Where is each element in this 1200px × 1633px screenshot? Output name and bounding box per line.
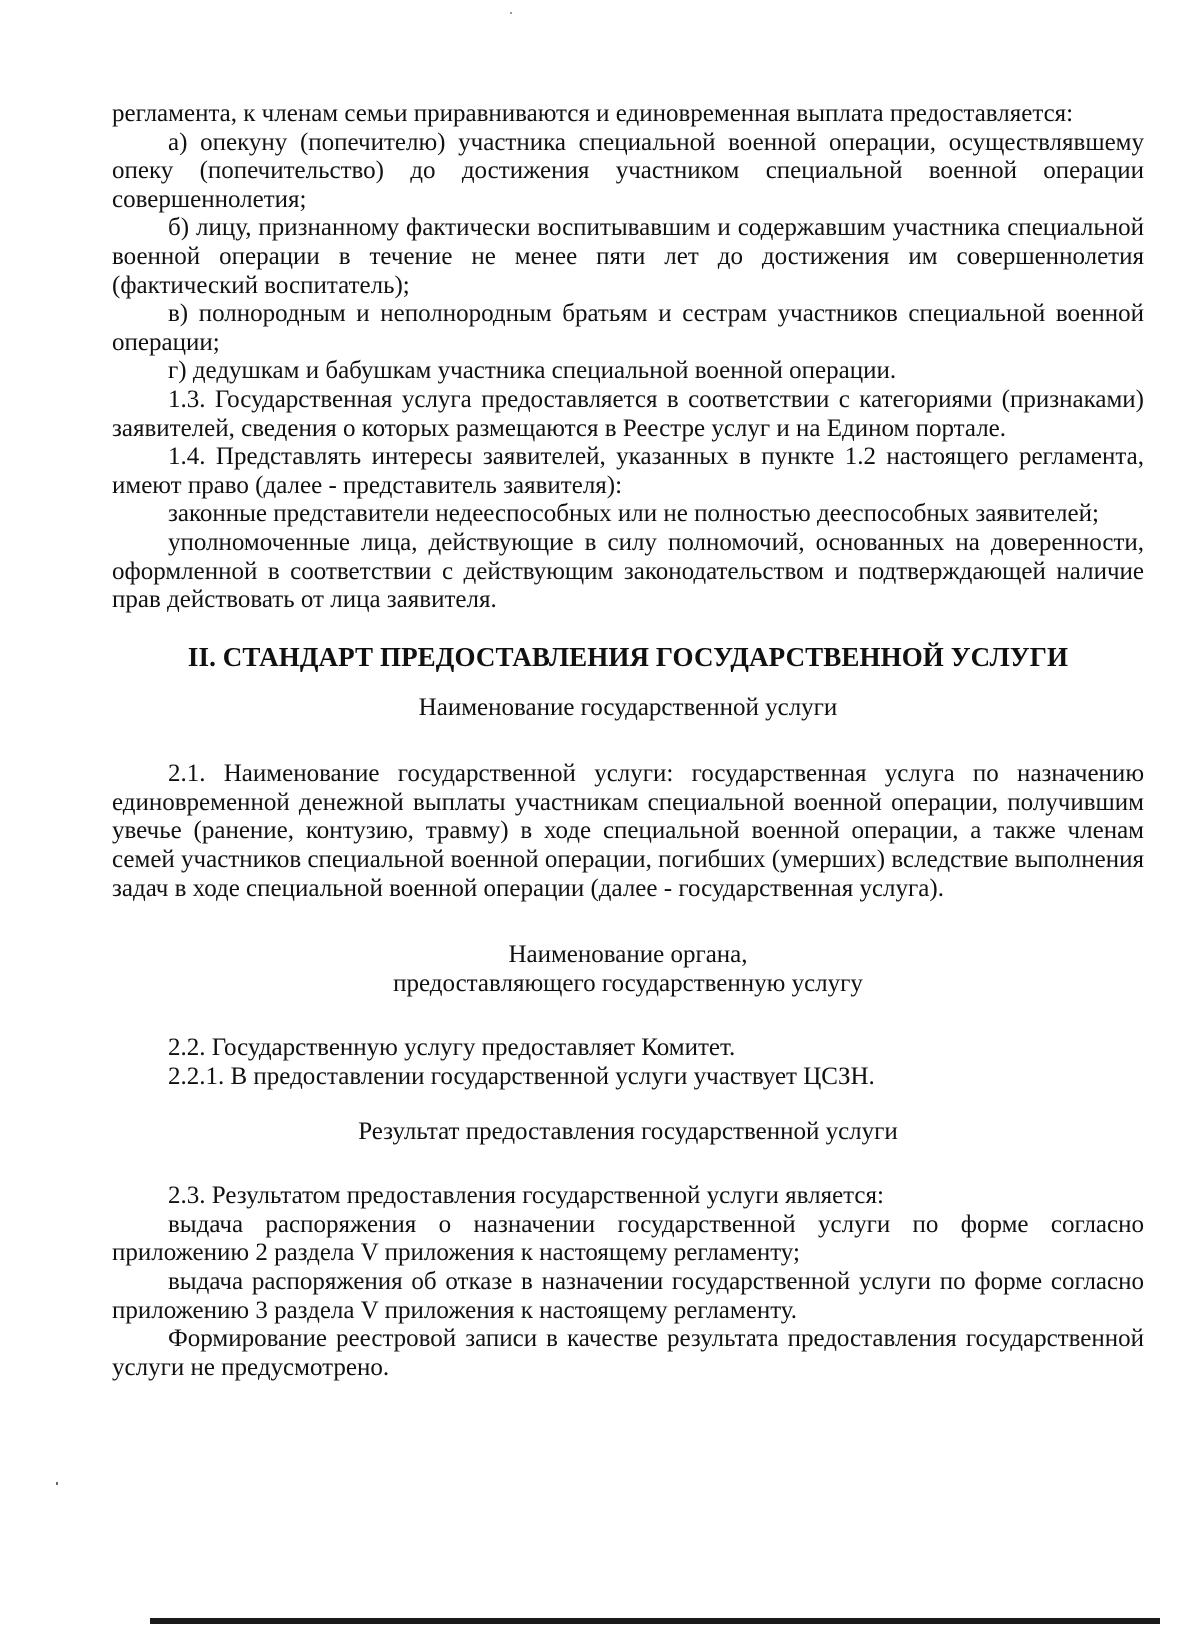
paragraph-1-3: 1.3. Государственная услуга предоставляется в соответствии с категориями (признаками) заявителей, сведения о которых размещаются в Реестре услуг и на Едином портале. bbox=[112, 385, 1144, 442]
paragraph-item-g: г) дедушкам и бабушкам участника специальной военной операции. bbox=[168, 357, 897, 385]
paragraph-2-2-1: 2.2.1. В предоставлении государственной услуги участвует ЦСЗН. bbox=[168, 1063, 875, 1091]
subheading-authority bbox=[112, 941, 1144, 998]
section-heading: II. СТАНДАРТ ПРЕДОСТАВЛЕНИЯ ГОСУДАРСТВЕННОЙ УСЛУГИ bbox=[187, 641, 1069, 672]
subheading-service-name: Наименование государственной услуги bbox=[418, 693, 838, 721]
paragraph-item-b: б) лицу, признанному фактически воспитывавшим и содержавшим участника специальной военной операции в течение не менее пяти лет до достижения им совершеннолетия (фактический воспитатель); bbox=[112, 214, 1144, 299]
paragraph-authorized-persons: уполномоченные лица, действующие в силу полномочий, основанных на доверенности, оформленной в соответствии с действующим законодательством и подтверждающей наличие прав действовать от лица заявителя. bbox=[112, 528, 1144, 614]
paragraph-item-v: в) полнородным и неполнородным братьям и сестрам участников специальной военной операции; bbox=[112, 300, 1144, 356]
paragraph-legal-representatives: законные представители недееспособных или не полностью дееспособных заявителей; bbox=[168, 500, 1099, 528]
paragraph-2-3-appointment: выдача распоряжения о назначении государственной услуги по форме согласно приложению 2 раздела V приложения к настоящему регламенту; bbox=[112, 1210, 1144, 1267]
paragraph-2-3-registry: Формирование реестровой записи в качестве результата предоставления государственной услуги не предусмотрено. bbox=[112, 1325, 1144, 1381]
paragraph-continuation: регламента, к членам семьи приравниваются и единовременная выплата предоставляется: bbox=[112, 100, 1074, 127]
document-body bbox=[112, 100, 1144, 1382]
paragraph-2-1: 2.1. Наименование государственной услуги: государственная услуга по назначению единовременной денежной выплаты участникам специальной военной операции, получившим увечье (ранение, контузию, травму) в ходе специальной военной операции, а также членам семей участников специальной военной операции, погибших (умерших) вследствие выполнения задач в ходе специальной военной операции (далее - государственная услуга). bbox=[112, 760, 1144, 902]
paragraph-2-3-refusal: выдача распоряжения об отказе в назначении государственной услуги по форме согласно приложению 3 раздела V приложения к настоящему регламенту. bbox=[112, 1268, 1144, 1324]
scan-speck bbox=[510, 12, 512, 14]
paragraph-2-2: 2.2. Государственную услугу предоставляет Комитет. bbox=[168, 1034, 736, 1062]
scan-bottom-edge bbox=[150, 1618, 1160, 1624]
subheading-authority-line1: Наименование органа, bbox=[508, 941, 748, 969]
scan-mark bbox=[56, 1482, 58, 1485]
paragraph-2-3: 2.3. Результатом предоставления государственной услуги является: bbox=[168, 1182, 884, 1210]
subheading-result: Результат предоставления государственной услуги bbox=[358, 1117, 898, 1145]
paragraph-1-4: 1.4. Представлять интересы заявителей, указанных в пункте 1.2 настоящего регламента, имеют право (далее - представитель заявителя): bbox=[112, 443, 1144, 499]
subheading-authority-line2: предоставляющего государственную услугу bbox=[393, 969, 863, 997]
paragraph-item-a: а) опекуну (попечителю) участника специальной военной операции, осуществлявшему опеку (попечительство) до достижения участником специальной военной операции совершеннолетия; bbox=[112, 128, 1144, 213]
